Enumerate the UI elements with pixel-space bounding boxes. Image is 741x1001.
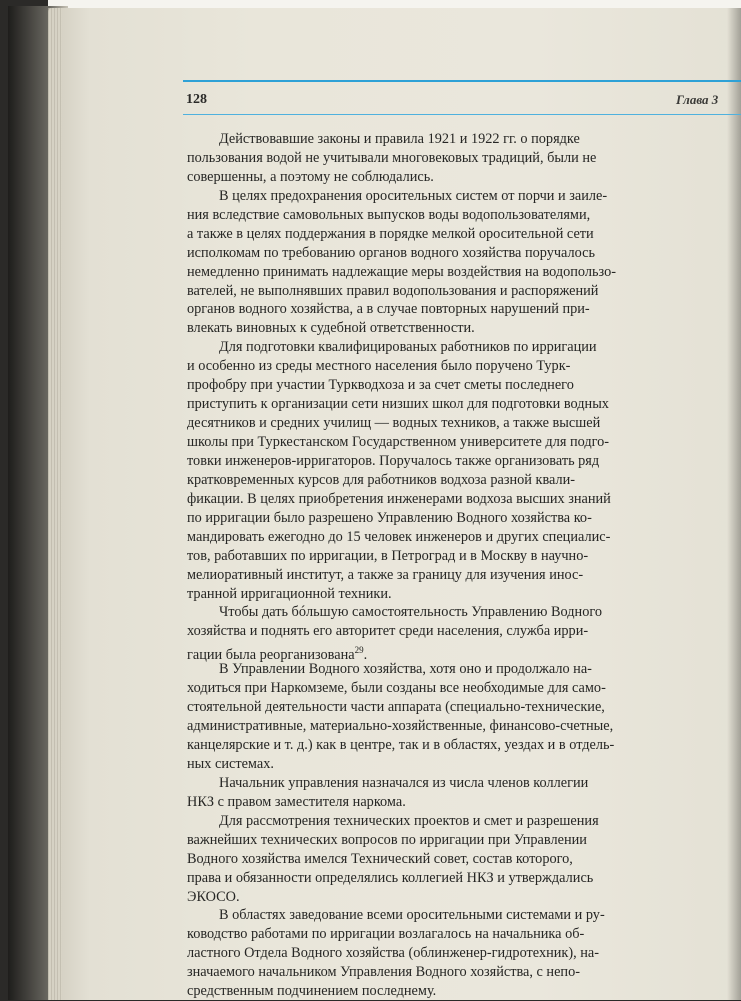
text-line: исполкомам по требованию органов водного хозяйства поручалось xyxy=(187,244,596,261)
text-line: приступить к организации сети низших школ для подготовки водных xyxy=(187,396,609,413)
text-line: пользования водой не учитывали многовековых традиций, были не xyxy=(187,149,597,166)
text-line: канцелярские и т. д.) как в центре, так и в областях, уездах и в отдель- xyxy=(187,737,615,753)
text-line: Чтобы дать бóльшую самостоятельность Управлению Водного xyxy=(219,604,603,621)
text-line: товки инженеров-ирригаторов. Поручалось также организовать ряд xyxy=(187,452,600,469)
text-line: В областях заведование всеми оросительными системами и ру- xyxy=(219,907,605,924)
text-line: административные, материально-хозяйственные, финансово-счетные, xyxy=(187,718,614,735)
text-line: совершенны, а поэтому не соблюдались. xyxy=(187,168,434,185)
footnote-reference: 29 xyxy=(354,645,364,656)
text-line: мандировать ежегодно до 15 человек инженеров и других специалис- xyxy=(187,528,611,545)
text-line: важнейших технических вопросов по ирригации при Управлении xyxy=(187,831,587,848)
page-right-shadow xyxy=(727,8,741,1000)
text-line: кратковременных курсов для работников водхоза разной квали- xyxy=(187,471,576,488)
text-fragment: гации была реорганизована xyxy=(187,647,355,664)
text-line: средственным подчинением последнему. xyxy=(187,983,437,1000)
text-line: ководство работами по ирригации возлагалось на начальника об- xyxy=(187,926,585,943)
text-line: В Управлении Водного хозяйства, хотя оно и продолжало на- xyxy=(219,661,592,678)
header-rule-top xyxy=(183,80,741,82)
running-header-chapter: Глава 3 xyxy=(676,92,719,107)
text-line: права и обязанности определялись коллегией НКЗ и утверждались xyxy=(187,869,594,886)
text-line: органов водного хозяйства, а в случае повторных нарушений при- xyxy=(187,301,590,318)
text-line: Для рассмотрения технических проектов и смет и разрешения xyxy=(219,812,599,829)
header-rule-bottom xyxy=(183,114,741,115)
text-fragment: . xyxy=(363,647,368,664)
page-stack-edge xyxy=(48,8,62,1000)
text-line: Для подготовки квалифицированых работников по ирригации xyxy=(219,339,597,356)
text-line: а также в целях поддержания в порядке мелкой оросительной сети xyxy=(187,225,594,242)
text-line: фикации. В целях приобретения инженерами водхоза высших знаний xyxy=(187,490,611,507)
text-line: по ирригации было разрешено Управлению Водного хозяйства ко- xyxy=(187,509,592,526)
text-line: мелиоративный институт, а также за границу для изучения инос- xyxy=(187,566,584,583)
text-line: и особенно из среды местного населения было поручено Турк- xyxy=(187,358,571,375)
text-line: тов, работавших по ирригации, в Петроград и в Москву в научно- xyxy=(187,547,589,564)
text-line: транной ирригационной техники. xyxy=(187,585,392,602)
text-line: В целях предохранения оросительных систем от порчи и заиле- xyxy=(219,187,608,204)
text-line: десятников и средних училищ — водных техников, а также высшей xyxy=(187,415,601,432)
text-line: хозяйства и поднять его авторитет среди населения, служба ирри- xyxy=(187,623,589,640)
text-line: стоятельной деятельности части аппарата (специально-технические, xyxy=(187,699,605,716)
text-line: Водного хозяйства имелся Технический совет, состав которого, xyxy=(187,850,573,867)
text-line-with-footnote xyxy=(187,641,727,664)
page-number: 128 xyxy=(186,92,207,107)
text-line: школы при Туркестанском Государственном университете для подго- xyxy=(187,434,610,450)
text-line: значаемого начальником Управления Водного хозяйства, с непо- xyxy=(187,964,580,981)
text-line: Начальник управления назначался из числа членов коллегии xyxy=(219,774,589,791)
text-line: ЭКОСО. xyxy=(187,888,240,905)
text-line: ходиться при Наркомземе, были созданы все необходимые для само- xyxy=(187,680,606,697)
text-line: вателей, не выполнявших правил водопользования и распоряжений xyxy=(187,282,599,299)
text-line: ластного Отдела Водного хозяйства (облинженер-гидротехник), на- xyxy=(187,945,600,962)
body-text xyxy=(187,130,727,1001)
text-line: НКЗ с правом заместителя наркома. xyxy=(187,793,406,810)
text-line: ния вследствие самовольных выпусков воды водопользователями, xyxy=(187,206,591,223)
text-line: профобру при участии Туркводхоза и за счет сметы последнего xyxy=(187,377,574,394)
text-line: Действовавшие законы и правила 1921 и 1922 гг. о порядке xyxy=(219,131,580,147)
text-line: влекать виновных к судебной ответственности. xyxy=(187,320,475,337)
text-line: ных системах. xyxy=(187,755,274,772)
text-line: немедленно принимать надлежащие меры воздействия на водопользо- xyxy=(187,263,617,280)
